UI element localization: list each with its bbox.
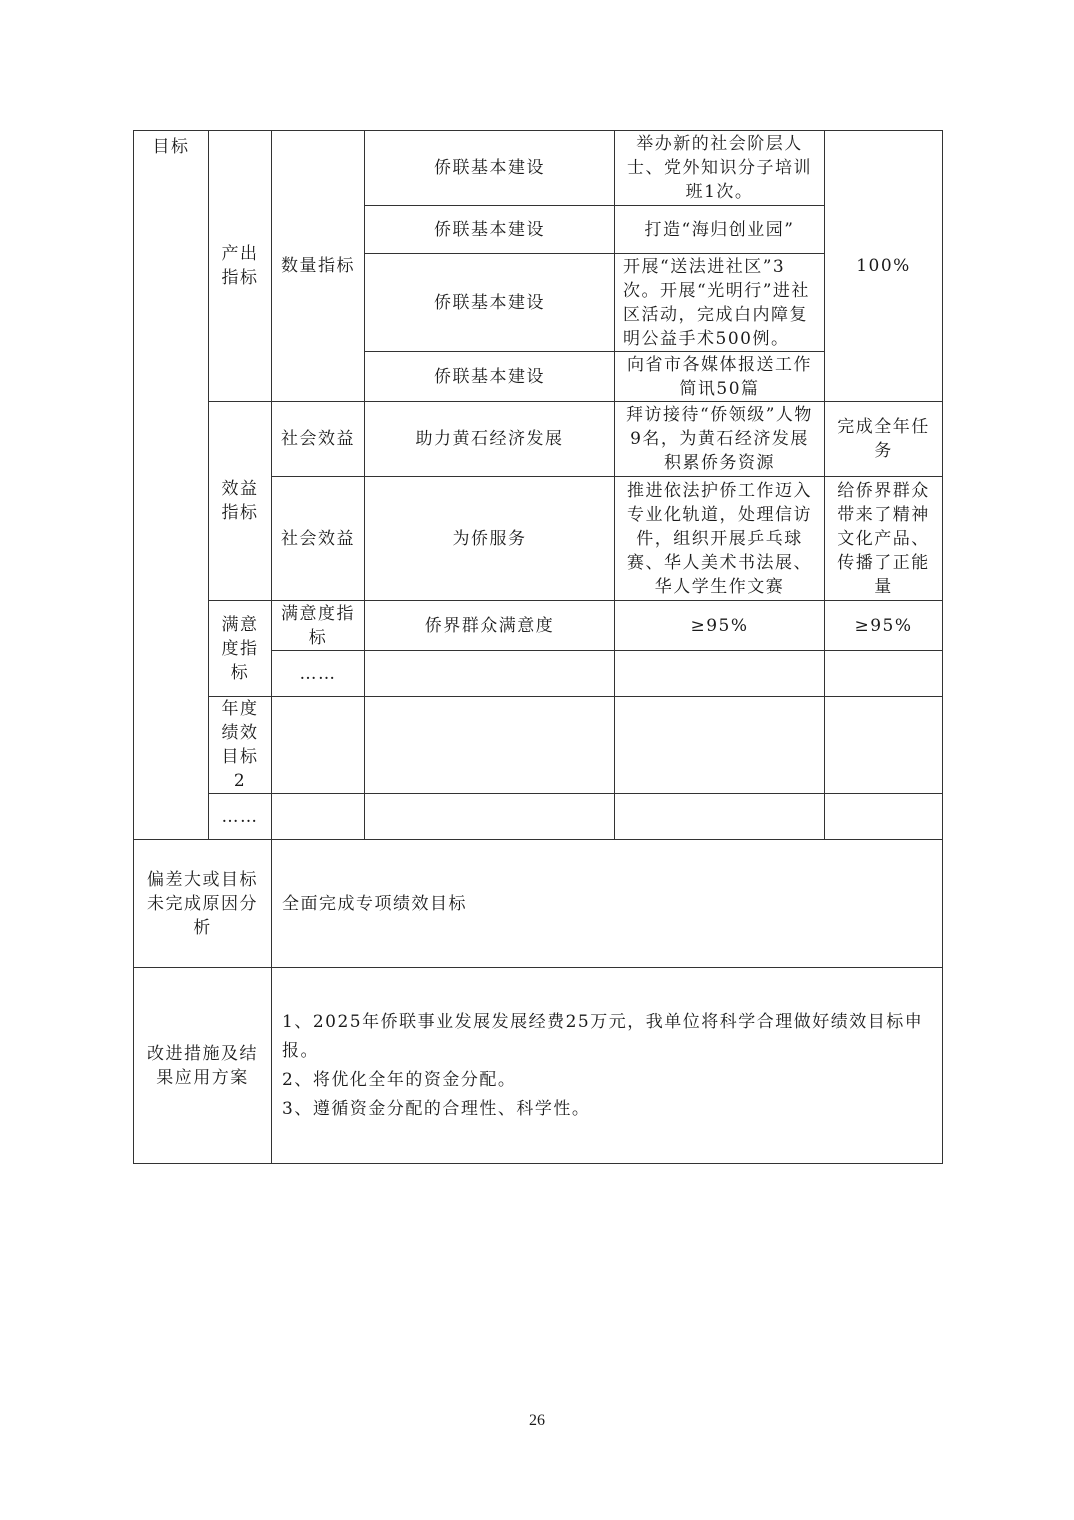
quantity-item-cell: 侨联基本建设	[365, 206, 615, 254]
benefit-label-cell: 效益指标	[209, 402, 272, 601]
table-row	[134, 794, 943, 840]
empty-cell	[825, 794, 943, 840]
goal2-label-cell: 年度绩效目标2	[209, 697, 272, 794]
benefit-result-cell: 完成全年任务	[825, 402, 943, 477]
table-row	[134, 402, 943, 477]
ellipsis-cell: ……	[272, 651, 365, 697]
satisfaction-result-cell: ≥95%	[825, 601, 943, 651]
benefit-item-cell: 为侨服务	[365, 477, 615, 601]
table-row	[134, 968, 943, 1164]
empty-cell	[825, 651, 943, 697]
empty-cell	[365, 794, 615, 840]
performance-table	[133, 130, 943, 1164]
satisfaction-item-cell: 侨界群众满意度	[365, 601, 615, 651]
quantity-item-cell: 侨联基本建设	[365, 254, 615, 352]
benefit-sub-cell: 社会效益	[272, 477, 365, 601]
table-row	[134, 840, 943, 968]
page-number: 26	[529, 1412, 545, 1429]
empty-cell	[615, 651, 825, 697]
quantity-content-cell: 举办新的社会阶层人士、党外知识分子培训班1次。	[615, 131, 825, 206]
improve-line: 3、遵循资金分配的合理性、科学性。	[282, 1098, 591, 1119]
quantity-item-cell: 侨联基本建设	[365, 352, 615, 402]
quantity-content-cell: 打造“海归创业园”	[615, 206, 825, 254]
quantity-content-cell: 开展“送法进社区”3次。开展“光明行”进社区活动，完成白内障复明公益手术500例。	[615, 254, 825, 352]
empty-cell	[365, 651, 615, 697]
benefit-sub-cell: 社会效益	[272, 402, 365, 477]
table-row	[134, 131, 943, 206]
output-label-cell: 产出指标	[209, 131, 272, 402]
quantity-result-cell: 100%	[825, 131, 943, 402]
empty-cell	[272, 794, 365, 840]
improve-line: 2、将优化全年的资金分配。	[282, 1069, 517, 1090]
empty-cell	[272, 697, 365, 794]
satisfaction-label-cell: 满意度指标	[209, 601, 272, 697]
quantity-label-cell: 数量指标	[272, 131, 365, 402]
satisfaction-target-cell: ≥95%	[615, 601, 825, 651]
improve-text-cell	[272, 968, 943, 1164]
empty-cell	[825, 697, 943, 794]
empty-cell	[615, 697, 825, 794]
goal-label-cell: 目标	[134, 131, 209, 840]
benefit-item-cell: 助力黄石经济发展	[365, 402, 615, 477]
deviation-text-cell: 全面完成专项绩效目标	[272, 840, 943, 968]
empty-cell	[615, 794, 825, 840]
empty-cell	[365, 697, 615, 794]
benefit-content-cell: 拜访接待“侨领级”人物9名，为黄石经济发展积累侨务资源	[615, 402, 825, 477]
table-row	[134, 601, 943, 651]
table-row	[134, 697, 943, 794]
improve-line: 1、2025年侨联事业发展发展经费25万元，我单位将科学合理做好绩效目标申报。	[282, 1011, 924, 1061]
benefit-result-cell: 给侨界群众带来了精神文化产品、传播了正能量	[825, 477, 943, 601]
ellipsis-cell: ……	[209, 794, 272, 840]
satisfaction-sub-cell: 满意度指标	[272, 601, 365, 651]
deviation-label-cell: 偏差大或目标未完成原因分析	[134, 840, 272, 968]
improve-label-cell: 改进措施及结果应用方案	[134, 968, 272, 1164]
quantity-content-cell: 向省市各媒体报送工作简讯50篇	[615, 352, 825, 402]
quantity-item-cell: 侨联基本建设	[365, 131, 615, 206]
benefit-content-cell: 推进依法护侨工作迈入专业化轨道，处理信访件，组织开展乒乓球赛、华人美术书法展、华人学生作文赛	[615, 477, 825, 601]
